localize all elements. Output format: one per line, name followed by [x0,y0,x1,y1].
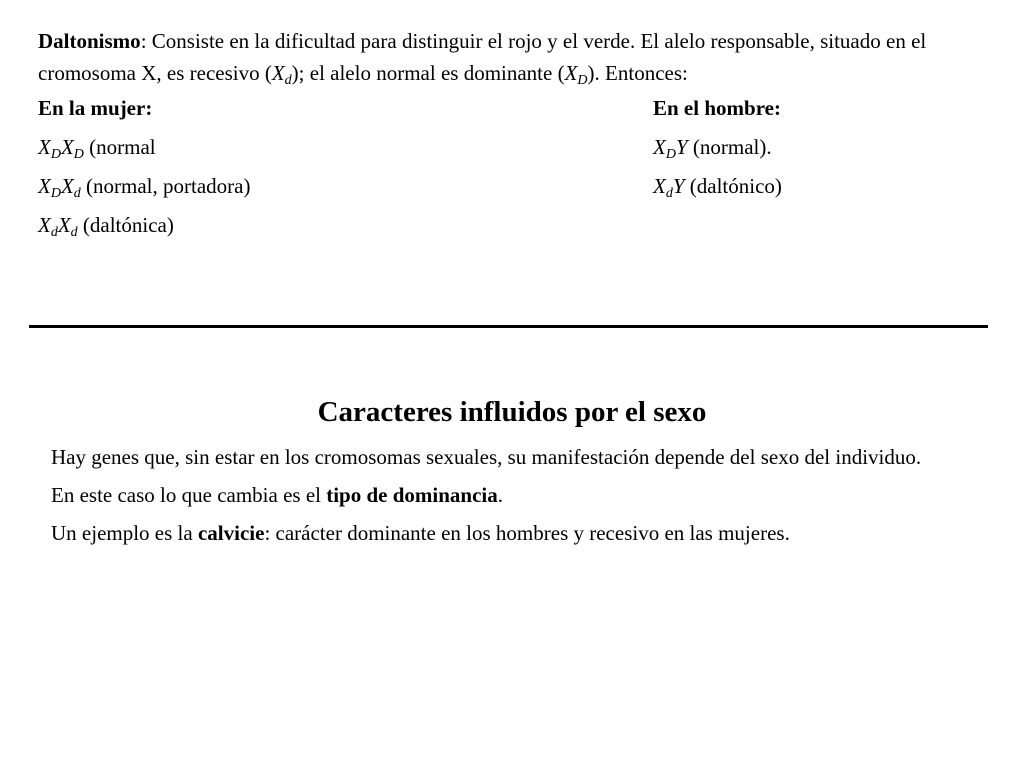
paragraph-1: Hay genes que, sin estar en los cromosomas sexuales, su manifestación depende del sexo del individuo. [51,445,922,469]
intro-text-1: : Consiste en la dificultad para distinguir el rojo y el verde. El alelo responsable, situado en el cromosoma X, es recesivo ( [38,29,927,85]
genotype-row: $X_dX_d$ (daltónica) [38,213,174,240]
intro-text-2: ); el alelo normal es dominante ( [291,61,565,85]
paragraph-2: En este caso lo que cambia es el tipo de dominancia. [51,483,504,507]
genotype-row: $X_DX_D$ (normal [38,135,156,162]
section-title: Caracteres influidos por el sexo [317,396,707,428]
allele-recessive: $X_d$ [271,61,292,88]
genotype-row: $X_DY$ (normal). [653,135,772,162]
genotype-row: $X_dY$ (daltónico) [653,174,782,201]
intro-paragraph [38,25,998,89]
emphasis-tipo-de-dominancia: tipo de dominancia [326,483,498,507]
term-daltonismo: Daltonismo [38,29,141,53]
emphasis-calvicie: calvicie [197,521,265,545]
woman-column [38,93,250,249]
section-body [51,441,991,555]
man-heading: En el hombre: [653,96,781,120]
intro-text-3: ). Entonces: [587,61,688,85]
man-column [653,93,782,210]
divider [29,325,988,328]
genotype-row: $X_DX_d$ (normal, portadora) [38,174,251,201]
paragraph-3: Un ejemplo es la calvicie: carácter dominante en los hombres y recesivo en las mujeres. [51,521,790,545]
allele-dominant: $X_D$ [564,61,588,88]
woman-heading: En la mujer: [38,96,153,120]
